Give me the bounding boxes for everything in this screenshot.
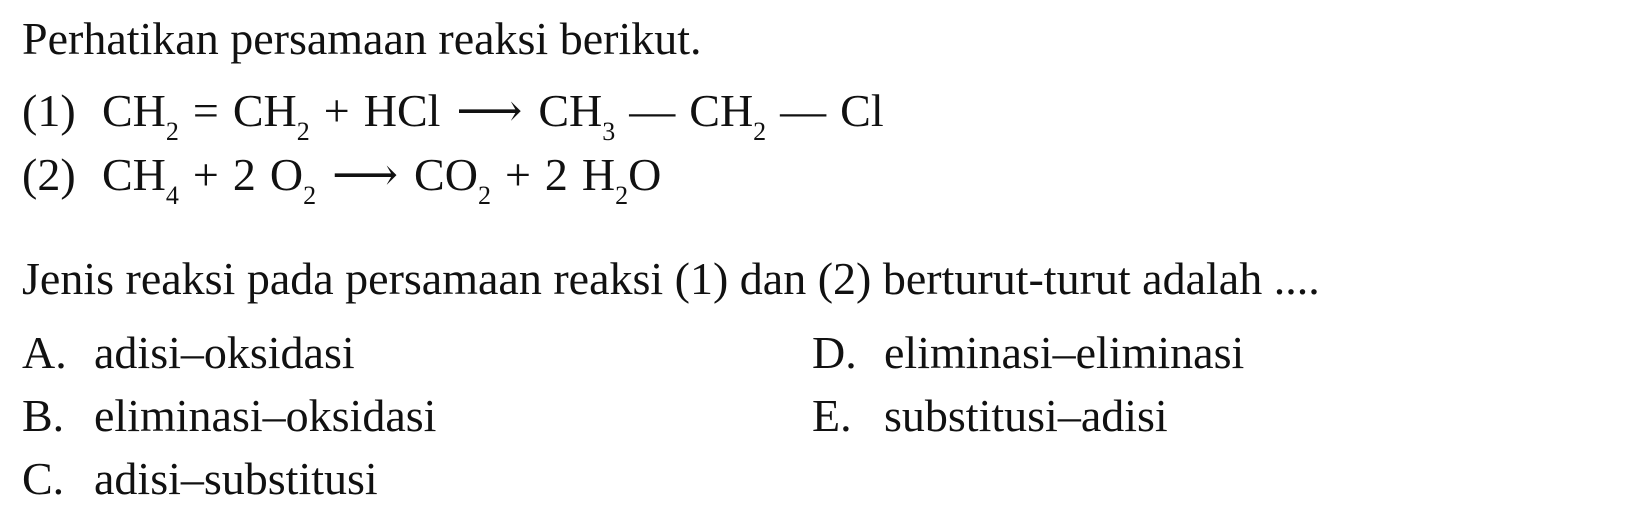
- reaction-arrow-icon: ⟶: [332, 149, 399, 200]
- formula-term: $CH_2$: [102, 85, 179, 146]
- equation-number: (2): [22, 149, 76, 200]
- reaction-arrow-icon: ⟶: [456, 85, 523, 136]
- option-letter: D.: [812, 327, 857, 378]
- formula-term: $CH_4$: [102, 149, 179, 210]
- coefficient: 2: [544, 149, 568, 200]
- plus-sign: +: [323, 85, 350, 136]
- plus-sign: +: [192, 149, 219, 200]
- option-text: eliminasi–oksidasi: [94, 390, 437, 441]
- option-text: substitusi–adisi: [884, 390, 1168, 441]
- option-text: adisi–substitusi: [94, 453, 378, 504]
- formula-term: $H_2O$: [581, 149, 662, 210]
- bond-dash: —: [780, 85, 827, 136]
- bond-dash: —: [629, 85, 676, 136]
- equals-sign: =: [192, 85, 219, 136]
- formula-term: $CH_3$: [538, 85, 616, 146]
- formula-term: $CH_2$: [232, 85, 310, 146]
- formula-term: $CO_2$: [414, 149, 491, 210]
- option-a[interactable]: [22, 327, 355, 378]
- option-text: eliminasi–eliminasi: [884, 327, 1245, 378]
- option-letter: B.: [22, 390, 65, 441]
- option-e[interactable]: [812, 390, 1168, 441]
- equation-number: (1): [22, 85, 76, 136]
- option-c[interactable]: [22, 453, 378, 504]
- coefficient: 2: [232, 149, 256, 200]
- option-d[interactable]: [812, 327, 1245, 378]
- plus-sign: +: [504, 149, 531, 200]
- equation-1: [22, 85, 884, 146]
- question-stem: Jenis reaksi pada persamaan reaksi (1) dan (2) berturut-turut adalah ....: [22, 253, 1320, 304]
- formula-term: $O_2$: [269, 149, 317, 210]
- equation-2: [22, 149, 662, 210]
- option-letter: A.: [22, 327, 67, 378]
- question-intro: Perhatikan persamaan reaksi berikut.: [22, 13, 702, 64]
- formula-term: HCl: [363, 85, 441, 136]
- formula-term: Cl: [840, 85, 884, 136]
- option-letter: C.: [22, 453, 65, 504]
- option-letter: E.: [812, 390, 852, 441]
- option-text: adisi–oksidasi: [94, 327, 355, 378]
- formula-term: $CH_2$: [689, 85, 767, 146]
- option-b[interactable]: [22, 390, 437, 441]
